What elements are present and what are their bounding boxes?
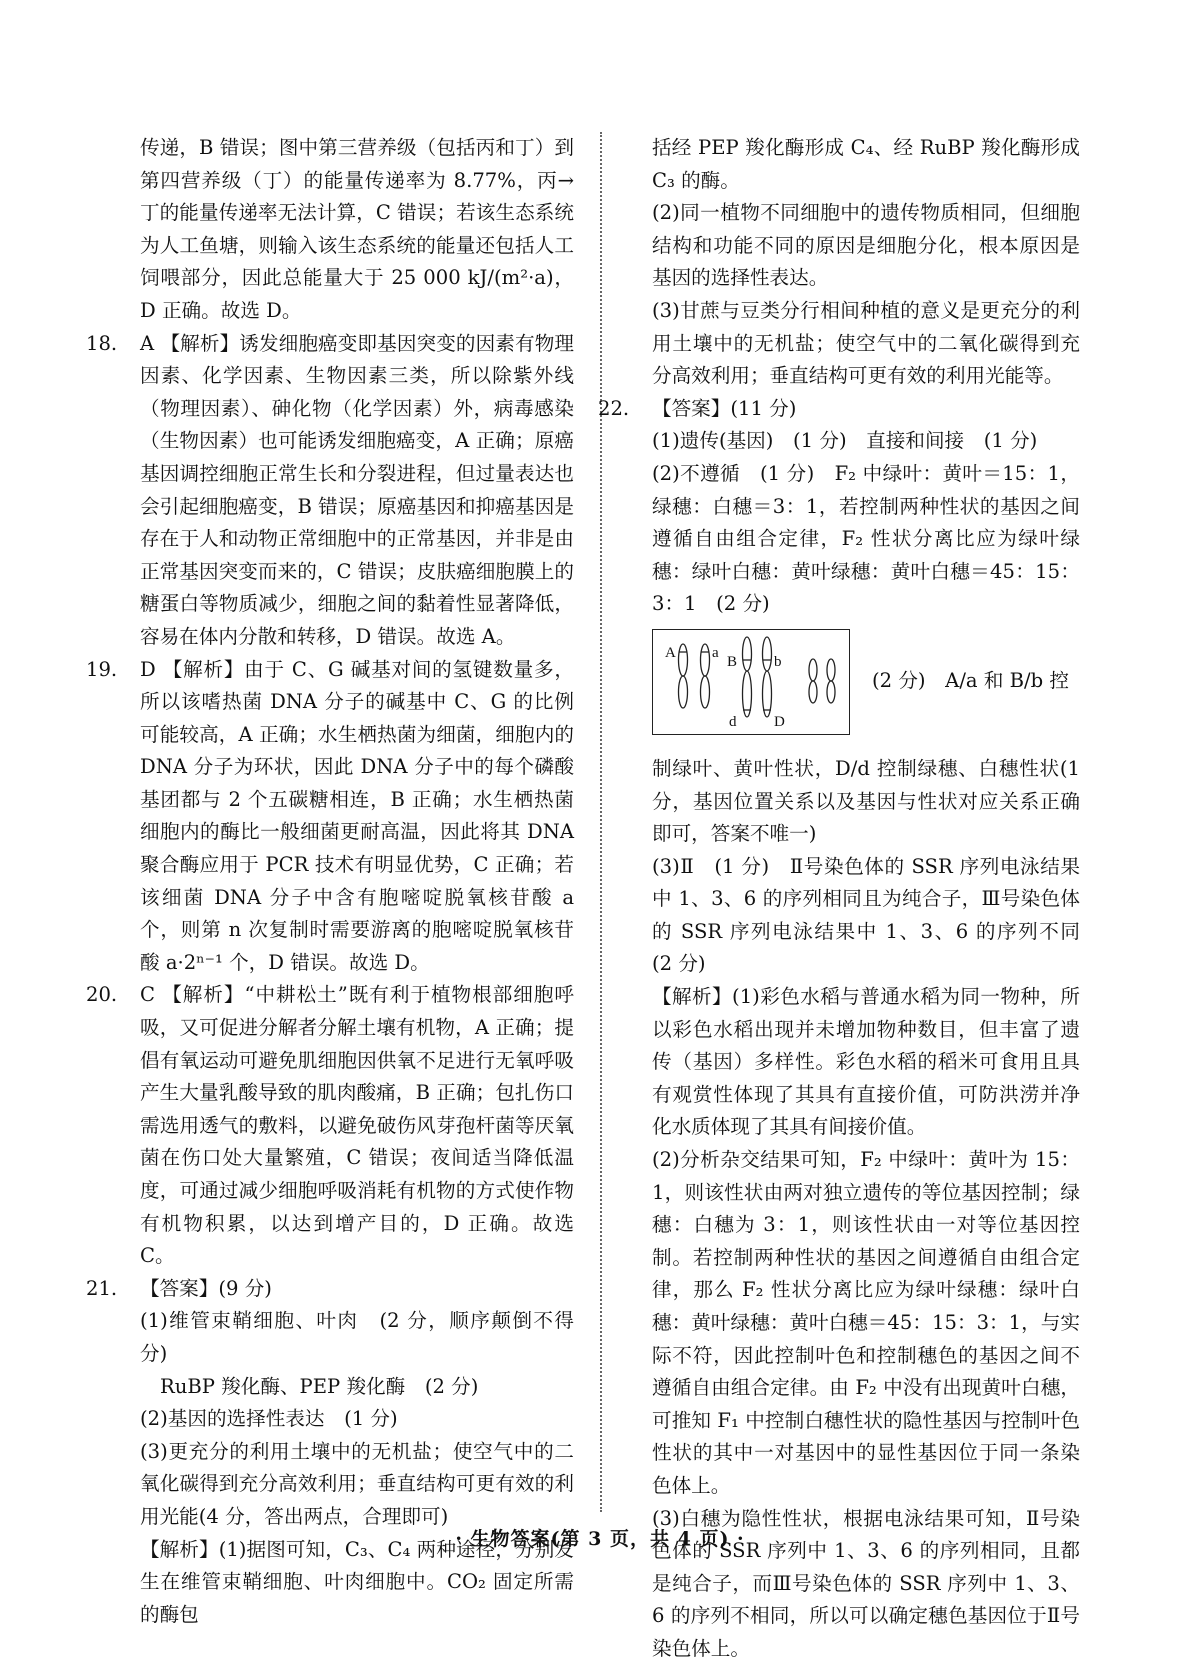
question-18: [86, 328, 574, 654]
gene-label-D: D: [774, 713, 785, 730]
explanation-continuation: 括经 PEP 羧化酶形成 C₄、经 RuBP 羧化酶形成 C₃ 的酶。: [652, 136, 1080, 192]
question-number: 22.: [598, 396, 630, 420]
chromosome-diagram: [652, 629, 850, 735]
gene-label-b: b: [774, 653, 782, 670]
answer-2-continued: 制绿叶、黄叶性状，D/d 控制绿穗、白穗性状(1 分，基因位置关系以及基因与性状对应关系正确即可，答案不唯一): [652, 756, 1080, 846]
explanation-1: 【解析】(1)据图可知，C₃、C₄ 两种途径，分别发生在维管束鞘细胞、叶肉细胞中。CO₂ 固定所需的酶包: [140, 1537, 574, 1626]
chromosome-arm: [809, 681, 817, 703]
question-20: [86, 979, 574, 1272]
chromosome-arm: [743, 637, 752, 671]
answer-3: (3)更充分的利用土壤中的无机盐；使空气中的二氧化碳得到充分高效利用；垂直结构可更有效的利用光能(4 分，答出两点，合理即可): [140, 1439, 574, 1528]
answer-3: (3)Ⅱ (1 分) Ⅱ号染色体的 SSR 序列电泳结果中 1、3、6 的序列相同且为纯合子，Ⅲ号染色体的 SSR 序列电泳结果中 1、3、6 的序列不同 (2 分): [652, 854, 1100, 976]
question-number: 20.: [86, 983, 118, 1007]
chromosome-arm: [701, 644, 710, 676]
answer-1: (1)遗传(基因) (1 分) 直接和间接 (1 分): [652, 429, 1038, 453]
gene-label-A: A: [665, 644, 676, 661]
chromosome-figure-row: [652, 625, 1080, 745]
page-footer: · 生物答案(第 3 页，共 4 页) ·: [455, 1528, 745, 1550]
gene-label-a: a: [712, 644, 719, 661]
explanation-2: (2)分析杂交结果可知，F₂ 中绿叶：黄叶为 15：1，则该性状由两对独立遗传的等位基因控制；绿穗：白穗为 3：1，则该性状由一对等位基因控制。若控制两种性状的基因之间遵循自由组合定律，那么 F₂ 性状分离比应为绿叶绿穗：绿叶白穗：黄叶绿穗：黄叶白穗＝45：15：3：1，与实际不符，因此控制叶色和控制穗色的基因之间不遵循自由组合定律。由 F₂ 中没有出现黄叶白穗，可推知 F₁ 中控制白穗性状的隐性基因与控制叶色性状的其中一对基因中的显性基因位于同一条染色体上。: [652, 1148, 1080, 1497]
figure-caption: (2 分) A/a 和 B/b 控: [872, 668, 1070, 692]
chromosome-arm: [827, 681, 835, 703]
explanation-2: (2)同一植物不同细胞中的遗传物质相同，但细胞结构和功能不同的原因是细胞分化，根本原因是基因的选择性表达。: [652, 201, 1080, 290]
question-text: A 【解析】诱发细胞癌变即基因突变的因素有物理因素、化学因素、生物因素三类，所以除紫外线（物理因素）、砷化物（化学因素）外，病毒感染（生物因素）也可能诱发细胞癌变，A 正确；原癌基因调控细胞正常生长和分裂进程，但过量表达也会引起细胞癌变，B 错误；原癌基因和抑癌基因是存在于人和动物正常细胞中的正常基因，并非是由正常基因突变而来的，C 错误；皮肤癌细胞膜上的糖蛋白等物质减少，细胞之间的黏着性显著降低，容易在体内分散和转移，D 错误。故选 A。: [140, 331, 574, 648]
question-text: C 【解析】“中耕松土”既有利于植物根部细胞呼吸，又可促进分解者分解土壤有机物，A 正确；提倡有氧运动可避免肌细胞因供氧不足进行无氧呼吸产生大量乳酸导致的肌肉酸痛，B 正确；包扎伤口需选用透气的敷料，以避免破伤风芽孢杆菌等厌氧菌在伤口处大量繁殖，C 错误；夜间适当降低温度，可通过减少细胞呼吸消耗有机物的方式使作物有机物积累，以达到增产目的，D 正确。故选 C。: [140, 983, 574, 1268]
chromosome-arm: [809, 659, 817, 681]
question-number: 18.: [86, 331, 118, 355]
chromosome-arm: [679, 644, 688, 676]
gene-label-d: d: [729, 713, 737, 730]
question-21: [86, 1273, 574, 1632]
explanation-3: (3)甘蔗与豆类分行相间种植的意义是更充分的利用土壤中的无机盐；使空气中的二氧化碳得到充分高效利用；垂直结构可更有效的利用光能等。: [652, 298, 1080, 388]
answer-2: (2)基因的选择性表达 (1 分): [140, 1407, 398, 1431]
chromosome-arm: [763, 637, 772, 671]
answer-2: (2)不遵循 (1 分) F₂ 中绿叶：黄叶＝15：1，绿穗：白穗＝3：1，若控制两种性状的基因之间遵循自由组合定律，F₂ 性状分离比应为绿叶绿穗：绿叶白穗：黄叶绿穗：黄叶白穗＝45：15：3：1 (2 分): [652, 461, 1080, 616]
answer-1b: RuBP 羧化酶、PEP 羧化酶 (2 分): [160, 1374, 479, 1398]
answer-heading: 【答案】(9 分): [140, 1276, 272, 1300]
explanation-1: 【解析】(1)彩色水稻与普通水稻为同一物种，所以彩色水稻出现并未增加物种数目，但丰富了遗传（基因）多样性。彩色水稻的稻米可食用且具有观赏性体现了其具有直接价值，可防洪涝并净化水质体现了其具有间接价值。: [652, 985, 1080, 1139]
question-number: 21.: [86, 1276, 118, 1300]
left-column: [86, 132, 574, 1631]
chromosome-arm: [701, 676, 710, 708]
question-text: D 【解析】由于 C、G 碱基对间的氢键数量多，所以该嗜热菌 DNA 分子的碱基中 C、G 的比例可能较高，A 正确；水生栖热菌为细菌，细胞内的 DNA 分子为环状，因此 DNA 分子中的每个磷酸基团都与 2 个五碳糖相连，B 正确；水生栖热菌细胞内的酶比一般细菌更耐高温，因此将其 DNA 聚合酶应用于 PCR 技术有明显优势，C 正确；若该细菌 DNA 分子中含有胞嘧啶脱氧核苷酸 a 个，则第 n 次复制时需要游离的胞嘧啶脱氧核苷酸 a·2ⁿ⁻¹ 个，D 错误。故选 D。: [140, 657, 574, 974]
chromosome-arm: [679, 676, 688, 708]
chromosome-arm: [827, 659, 835, 681]
continuation-paragraph: 传递，B 错误；图中第三营养级（包括丙和丁）到第四营养级（丁）的能量传递率为 8.77%，丙→丁的能量传递率无法计算，C 错误；若该生态系统为人工鱼塘，则输入该生态系统的能量还包括人工饲喂部分，因此总能量大于 25 000 kJ/(m²·a)，D 正确。故选 D。: [140, 136, 574, 322]
question-number: 19.: [86, 657, 118, 681]
column-divider: [600, 132, 602, 1512]
chromosome-svg: [653, 630, 849, 734]
answer-heading: 【答案】(11 分): [652, 396, 797, 420]
answer-1: (1)维管束鞘细胞、叶肉 (2 分，顺序颠倒不得分): [140, 1309, 574, 1365]
explanation-3: (3)白穗为隐性性状，根据电泳结果可知，Ⅱ号染色体的 SSR 序列中 1、3、6 的序列相同，且都是纯合子，而Ⅲ号染色体的 SSR 序列中 1、3、6 的序列不相同，所以可以确定穗色基因位于Ⅱ号染色体上。: [652, 1506, 1080, 1660]
question-19: [86, 654, 574, 980]
gene-label-B: B: [727, 653, 738, 670]
